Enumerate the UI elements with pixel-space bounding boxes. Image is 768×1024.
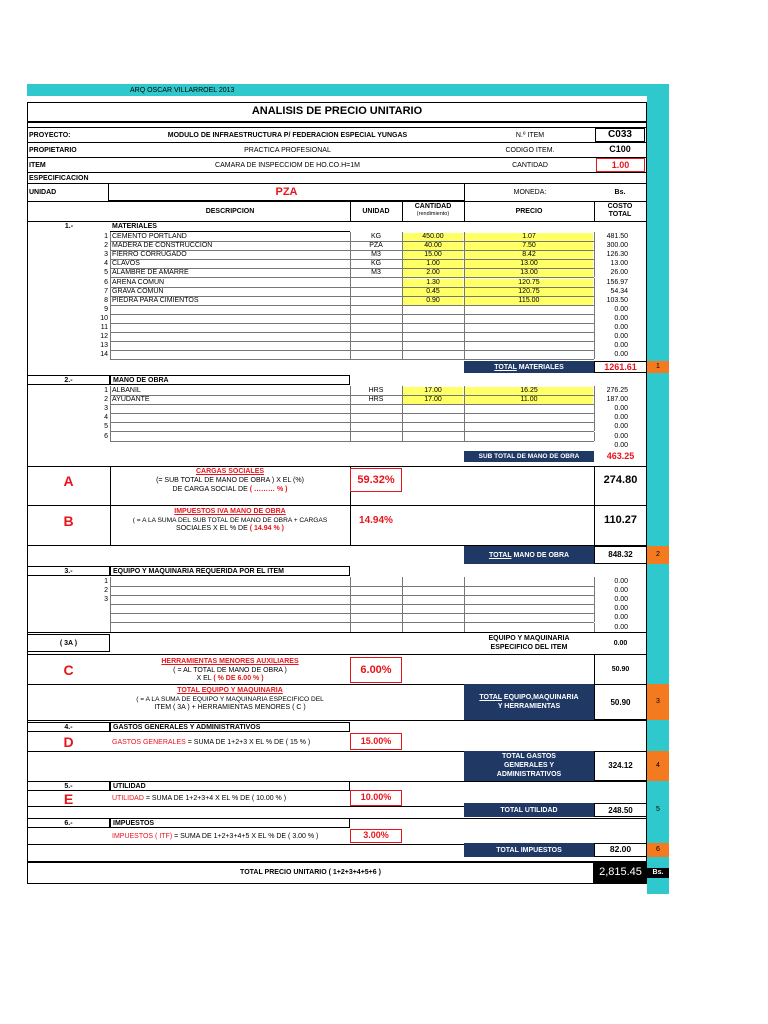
materiales-row xyxy=(0,332,768,341)
row-price: 1.07 xyxy=(522,233,536,240)
row-description: ALBANIL xyxy=(112,387,141,394)
row-number: 3 xyxy=(104,596,108,604)
total-materiales-prefix: TOTAL xyxy=(494,364,517,371)
utilidad-title: UTILIDAD xyxy=(113,783,146,790)
codigo-label: CODIGO ITEM. xyxy=(505,147,555,154)
row-cost: 0.00 xyxy=(614,414,628,422)
row-number: 4 xyxy=(104,260,108,268)
utilidad-num: 5.- xyxy=(64,783,73,790)
iva-line2 xyxy=(110,524,350,533)
row-description: AYUDANTE xyxy=(112,396,150,404)
materiales-row xyxy=(0,296,768,305)
herramientas-line2 xyxy=(110,674,350,683)
equipo-title: EQUIPO Y MAQUINARIA REQUERIDA POR EL ITEM xyxy=(113,568,285,575)
materiales-row xyxy=(0,232,768,241)
total-equipo-label1 xyxy=(464,693,594,702)
three-a-label: ( 3A ) xyxy=(59,640,78,647)
total-equipo-line2: ITEM ( 3A ) + HERRAMIENTAS MENORES ( C ) xyxy=(154,704,306,711)
cargas-line2-red: ( ……… % ) xyxy=(249,486,288,493)
b-value: 110.27 xyxy=(603,514,638,526)
row-number: 7 xyxy=(104,287,108,295)
row-price: 8.42 xyxy=(522,251,536,259)
row-quantity: 0.45 xyxy=(426,287,440,295)
row-description: CLAVOS xyxy=(112,260,140,268)
n-item-value: C033 xyxy=(608,129,632,140)
row-cost: 0.00 xyxy=(614,423,628,431)
row-cost: 0.00 xyxy=(614,324,628,331)
row-cost: 0.00 xyxy=(614,342,628,350)
row-quantity: 1.00 xyxy=(426,260,440,268)
row-cost: 54.34 xyxy=(610,287,628,295)
equipo-esp-label1: EQUIPO Y MAQUINARIA xyxy=(488,635,570,642)
equipo-esp-label2: ESPECIFICO DEL ITEM xyxy=(490,644,568,651)
total-utilidad-label: TOTAL UTILIDAD xyxy=(500,807,558,814)
grand-total-currency: Bs. xyxy=(647,868,669,878)
mano-obra-row xyxy=(0,432,768,441)
materiales-row xyxy=(0,350,768,359)
mano-obra-extra-cost: 0.00 xyxy=(614,442,628,449)
e-pct: 10.00% xyxy=(360,792,392,802)
row-number: 2 xyxy=(104,587,108,595)
mano-obra-row xyxy=(0,422,768,431)
mano-obra-title: MANO DE OBRA xyxy=(113,377,169,384)
row-number: 10 xyxy=(100,314,108,322)
row-unit: KG xyxy=(370,260,382,268)
row-cost: 300.00 xyxy=(606,242,628,250)
materiales-row xyxy=(0,259,768,268)
total-gastos-label1: TOTAL GASTOS xyxy=(502,753,556,760)
unidad-label: UNIDAD xyxy=(29,189,57,196)
row-cost: 0.00 xyxy=(614,333,628,341)
badge-4: 4 xyxy=(647,751,669,781)
c-value: 50.90 xyxy=(611,666,630,673)
badge-6: 6 xyxy=(647,843,669,857)
row-quantity: 0.90 xyxy=(426,296,440,304)
total-equipo-text1: EQUIPO,MAQUINARIA xyxy=(501,694,579,701)
row-number: 1 xyxy=(104,387,108,394)
row-cost: 276.25 xyxy=(606,387,628,394)
row-cost: 0.00 xyxy=(614,432,628,440)
row-cost: 0.00 xyxy=(614,351,628,359)
row-number: 1 xyxy=(104,233,108,240)
impuestos-formula-rest: = SUMA DE 1+2+3+4+5 X EL % DE ( 3.00 % ) xyxy=(172,833,319,840)
utilidad-formula-rest: = SUMA DE 1+2+3+4 X EL % DE ( 10.00 % ) xyxy=(143,795,287,802)
row-unit: M3 xyxy=(371,251,381,259)
row-price: 115.00 xyxy=(518,296,540,304)
materiales-row xyxy=(0,305,768,314)
mano-obra-row xyxy=(0,413,768,422)
total-mo-value: 848.32 xyxy=(608,550,633,559)
row-cost: 481.50 xyxy=(606,233,628,240)
row-number: 4 xyxy=(104,414,108,422)
moneda-value: Bs. xyxy=(614,189,626,196)
utilidad-formula xyxy=(112,794,286,803)
row-number: 6 xyxy=(104,432,108,440)
row-unit: KG xyxy=(370,233,382,240)
row-cost: 156.97 xyxy=(606,278,628,286)
materiales-row xyxy=(0,323,768,332)
impuestos-num: 6.- xyxy=(64,820,73,827)
row-unit: M3 xyxy=(371,269,381,277)
materiales-title: MATERIALES xyxy=(112,223,157,230)
equipo-row xyxy=(0,586,768,595)
total-mo-text: MANO DE OBRA xyxy=(511,552,570,559)
row-price: 120.75 xyxy=(518,278,540,286)
impuestos-formula-red: IMPUESTOS ( ITF) xyxy=(112,833,173,840)
total-mo-prefix: TOTAL xyxy=(488,552,512,559)
row-price: 7.50 xyxy=(522,242,536,250)
row-number: 6 xyxy=(104,278,108,286)
iva-line2-red: ( 14.94 % ) xyxy=(249,525,284,532)
propietario-value: PRACTICA PROFESIONAL xyxy=(244,147,331,154)
herramientas-line2-prefix: X EL xyxy=(196,675,212,682)
badge-5: 5 xyxy=(647,803,669,817)
col-precio: PRECIO xyxy=(515,208,543,215)
e-letter: E xyxy=(63,791,74,807)
iva-line1: ( = A LA SUMA DEL SUB TOTAL DE MANO DE OBRA + CARGAS xyxy=(132,517,328,524)
total-gastos-label2: GENERALES Y xyxy=(503,762,555,769)
equipo-row xyxy=(0,604,768,613)
gastos-title: GASTOS GENERALES Y ADMINISTRATIVOS xyxy=(113,724,261,731)
row-price: 13.00 xyxy=(520,269,538,277)
badge-2: 2 xyxy=(647,546,669,564)
row-quantity: 1.30 xyxy=(426,278,440,286)
item-label: ITEM xyxy=(29,162,46,169)
herramientas-line1: ( = AL TOTAL DE MANO DE OBRA ) xyxy=(173,667,287,674)
mano-obra-num: 2.- xyxy=(64,377,73,384)
codigo-value: C100 xyxy=(609,144,631,154)
cargas-line2-prefix: DE CARGA SOCIAL DE xyxy=(172,486,248,493)
subtotal-mo-value: 463.25 xyxy=(606,451,635,461)
col-cantidad: CANTIDAD xyxy=(414,203,452,210)
c-letter: C xyxy=(63,662,74,678)
row-number: 2 xyxy=(104,242,108,250)
item-value: CAMARA DE INSPECCIOM DE HO.CO.H=1M xyxy=(215,162,360,169)
d-letter: D xyxy=(63,734,74,750)
row-number: 3 xyxy=(104,405,108,413)
row-cost: 26.00 xyxy=(610,269,628,277)
row-cost: 0.00 xyxy=(614,623,628,631)
grand-total-label: TOTAL PRECIO UNITARIO ( 1+2+3+4+5+6 ) xyxy=(240,869,381,876)
row-quantity: 17.00 xyxy=(424,387,442,394)
row-quantity: 40.00 xyxy=(424,242,442,250)
cargas-line2 xyxy=(110,485,350,494)
cargas-line1: (= SUB TOTAL DE MANO DE OBRA ) X EL (%) xyxy=(156,477,304,484)
total-equipo-title: TOTAL EQUIPO Y MAQUINARIA xyxy=(177,687,283,694)
equipo-row xyxy=(0,613,768,622)
total-materiales-text: MATERIALES xyxy=(516,364,564,371)
gastos-formula-red: GASTOS GENERALES xyxy=(112,739,186,746)
cantidad-label: CANTIDAD xyxy=(512,162,548,169)
b-pct: 14.94% xyxy=(359,515,393,526)
row-cost: 0.00 xyxy=(614,578,628,585)
row-unit: PZA xyxy=(369,242,383,250)
gastos-num: 4.- xyxy=(64,724,73,731)
herramientas-title: HERRAMIENTAS MENORES AUXILIARES xyxy=(161,658,299,665)
total-materiales-value: 1261.61 xyxy=(604,362,637,372)
row-number: 9 xyxy=(104,305,108,313)
row-cost: 187.00 xyxy=(606,396,628,404)
row-description: GRAVA COMUN xyxy=(112,287,164,295)
herramientas-line2-red: ( % DE 6.00 % ) xyxy=(213,675,264,682)
cantidad-value: 1.00 xyxy=(611,160,630,170)
row-cost: 0.00 xyxy=(614,596,628,604)
equipo-esp-value: 0.00 xyxy=(613,640,628,647)
row-description: ALAMBRE DE AMARRE xyxy=(112,269,189,277)
n-item-label: N.º ITEM xyxy=(515,132,545,139)
f-pct: 3.00% xyxy=(363,830,389,840)
total-impuestos-label: TOTAL IMPUESTOS xyxy=(496,847,562,854)
materiales-row xyxy=(0,341,768,350)
materiales-num: 1.- xyxy=(64,223,74,230)
total-equipo-label2: Y HERRAMIENTAS xyxy=(497,703,561,710)
subtotal-mo-label: SUB TOTAL DE MANO DE OBRA xyxy=(478,453,580,460)
row-cost: 0.00 xyxy=(614,587,628,595)
row-number: 8 xyxy=(104,296,108,304)
badge-1: 1 xyxy=(647,361,669,373)
row-unit: HRS xyxy=(368,396,384,404)
iva-title: IMPUESTOS IVA MANO DE OBRA xyxy=(174,508,286,515)
mano-obra-row xyxy=(0,386,768,395)
row-quantity: 2.00 xyxy=(426,269,440,277)
row-description: PIEDRA PARA CIMIENTOS xyxy=(112,296,199,304)
row-number: 3 xyxy=(104,251,108,259)
total-equipo-value: 50.90 xyxy=(610,698,631,707)
col-total: TOTAL xyxy=(608,211,632,218)
impuestos-title: IMPUESTOS xyxy=(113,820,155,827)
a-pct: 59.32% xyxy=(357,474,395,486)
row-quantity: 450.00 xyxy=(422,233,444,240)
total-impuestos-value: 82.00 xyxy=(609,844,632,854)
author-label: ARQ OSCAR VILLARROEL 2013 xyxy=(130,87,235,94)
gastos-formula xyxy=(112,738,310,747)
row-quantity: 15.00 xyxy=(424,251,442,259)
iva-line2-prefix: SOCIALES X EL % DE xyxy=(176,525,248,532)
total-equipo-line1: ( = A LA SUMA DE EQUIPO Y MAQUINARIA ESPECIFICO DEL xyxy=(136,696,324,703)
row-number: 13 xyxy=(100,342,108,350)
row-quantity: 17.00 xyxy=(424,396,442,404)
row-cost: 13.00 xyxy=(610,260,628,268)
equipo-row xyxy=(0,623,768,632)
row-price: 11.00 xyxy=(520,396,538,404)
impuestos-formula xyxy=(112,832,318,841)
row-number: 2 xyxy=(104,396,108,404)
row-price: 16.25 xyxy=(520,387,538,394)
row-cost: 103.50 xyxy=(606,296,628,304)
grand-total-value: 2,815.45 xyxy=(599,866,642,878)
row-description: MADERA DE CONSTRUCCION xyxy=(112,242,213,250)
row-number: 14 xyxy=(100,351,108,359)
row-cost: 126.30 xyxy=(606,251,628,259)
materiales-row xyxy=(0,287,768,296)
col-rendimiento: (rendimiento) xyxy=(416,211,450,217)
row-number: 11 xyxy=(100,324,108,331)
row-number: 5 xyxy=(104,269,108,277)
total-gastos-label3: ADMINISTRATIVOS xyxy=(496,771,562,778)
a-value: 274.80 xyxy=(603,474,638,486)
row-number: 1 xyxy=(104,578,108,585)
badge-3: 3 xyxy=(647,684,669,720)
materiales-row xyxy=(0,250,768,259)
col-costo: COSTO xyxy=(607,203,633,210)
page-title: ANALISIS DE PRECIO UNITARIO xyxy=(251,105,423,117)
total-equipo-prefix: TOTAL xyxy=(479,694,502,701)
equipo-row xyxy=(0,577,768,586)
materiales-row xyxy=(0,241,768,250)
materiales-row xyxy=(0,314,768,323)
top-band xyxy=(27,84,669,96)
row-number: 12 xyxy=(100,333,108,341)
row-number: 5 xyxy=(104,423,108,431)
propietario-label: PROPIETARIO xyxy=(29,147,77,154)
utilidad-title-box xyxy=(110,781,350,791)
proyecto-value: MODULO DE INFRAESTRUCTURA P/ FEDERACION ESPECIAL YUNGAS xyxy=(167,132,408,139)
equipo-num: 3.- xyxy=(64,568,73,575)
cargas-title: CARGAS SOCIALES xyxy=(195,468,265,475)
total-utilidad-value: 248.50 xyxy=(608,806,633,815)
materiales-row xyxy=(0,278,768,287)
col-unidad: UNIDAD xyxy=(362,208,390,215)
utilidad-formula-red: UTILIDAD xyxy=(112,795,144,802)
row-cost: 0.00 xyxy=(614,605,628,613)
row-description: ARENA COMUN xyxy=(112,278,165,286)
col-descripcion: DESCRIPCION xyxy=(205,208,255,215)
row-description: CEMENTO PORTLAND xyxy=(112,233,187,240)
mano-obra-row xyxy=(0,404,768,413)
row-cost: 0.00 xyxy=(614,614,628,622)
total-gastos-value: 324.12 xyxy=(608,761,633,770)
c-pct: 6.00% xyxy=(360,664,392,676)
mano-obra-row xyxy=(0,395,768,404)
row-price: 13.00 xyxy=(520,260,538,268)
moneda-label: MONEDA: xyxy=(513,189,547,196)
row-unit: HRS xyxy=(368,387,384,394)
materiales-row xyxy=(0,268,768,277)
row-cost: 0.00 xyxy=(614,314,628,322)
d-pct: 15.00% xyxy=(360,736,392,746)
total-materiales-label xyxy=(464,363,594,372)
row-cost: 0.00 xyxy=(614,405,628,413)
row-description: FIERRO CORRUGADO xyxy=(112,251,187,259)
proyecto-label: PROYECTO: xyxy=(29,132,71,139)
a-letter: A xyxy=(63,473,74,489)
b-letter: B xyxy=(63,513,74,529)
especificacion-label: ESPECIFICACION xyxy=(29,175,89,182)
unidad-value: PZA xyxy=(275,186,298,198)
gastos-formula-rest: = SUMA DE 1+2+3 X EL % DE ( 15 % ) xyxy=(185,739,311,746)
equipo-row xyxy=(0,595,768,604)
row-price: 120.75 xyxy=(518,287,540,295)
row-cost: 0.00 xyxy=(614,305,628,313)
total-mo-label xyxy=(464,551,594,560)
